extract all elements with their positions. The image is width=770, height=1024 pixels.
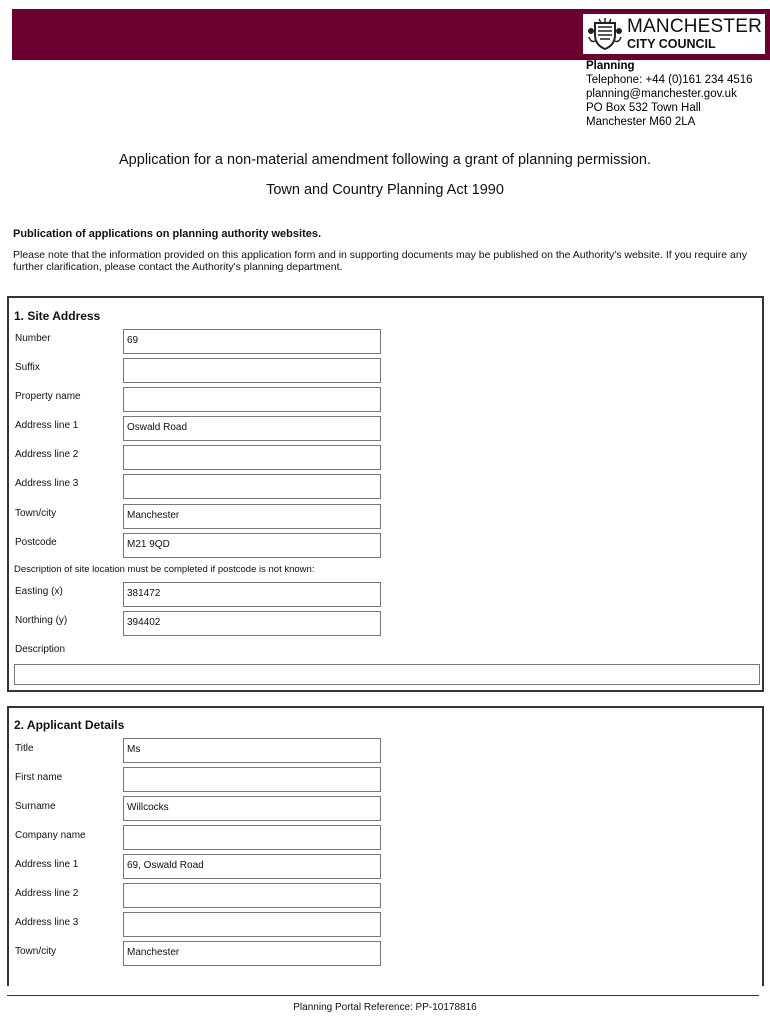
applicant-details-section <box>7 706 764 986</box>
address-line-2-field[interactable] <box>123 445 381 470</box>
suffix-field[interactable] <box>123 358 381 383</box>
applicant-town-city-field[interactable]: Manchester <box>123 941 381 966</box>
document-title: Application for a non-material amendment following a grant of planning permission. <box>119 152 651 168</box>
logo-subtitle: CITY COUNCIL <box>627 37 716 52</box>
field-label: Company name <box>15 830 86 841</box>
field-label: Address line 1 <box>15 859 79 870</box>
contact-city-postcode: Manchester M60 2LA <box>586 116 696 128</box>
contact-block <box>586 59 753 129</box>
document-subtitle: Town and Country Planning Act 1990 <box>266 182 504 198</box>
property-name-field[interactable] <box>123 387 381 412</box>
field-label: First name <box>15 772 63 783</box>
number-field[interactable]: 69 <box>123 329 381 354</box>
town-city-field[interactable]: Manchester <box>123 504 381 529</box>
logo-title: MANCHESTER <box>627 16 763 38</box>
applicant-address-line-3-field[interactable] <box>123 912 381 937</box>
contact-po-box: PO Box 532 Town Hall <box>586 102 701 114</box>
northing-field[interactable]: 394402 <box>123 611 381 636</box>
field-label: Surname <box>15 801 56 812</box>
location-note: Description of site location must be completed if postcode is not known: <box>14 564 315 575</box>
publication-heading: Publication of applications on planning authority websites. <box>13 228 322 240</box>
easting-field[interactable]: 381472 <box>123 582 381 607</box>
applicant-details-title: 2. Applicant Details <box>14 718 125 732</box>
first-name-field[interactable] <box>123 767 381 792</box>
address-line-3-field[interactable] <box>123 474 381 499</box>
field-label: Address line 3 <box>15 478 79 489</box>
field-label: Address line 3 <box>15 917 79 928</box>
field-label: Address line 2 <box>15 449 79 460</box>
northing-label: Northing (y) <box>15 615 68 626</box>
postcode-field[interactable]: M21 9QD <box>123 533 381 558</box>
surname-field[interactable]: Willcocks <box>123 796 381 821</box>
field-label: Property name <box>15 391 81 402</box>
portal-reference: Planning Portal Reference: PP-10178816 <box>293 1002 477 1013</box>
contact-telephone: Telephone: +44 (0)161 234 4516 <box>586 74 753 86</box>
field-label: Address line 2 <box>15 888 79 899</box>
field-label: Postcode <box>15 537 57 548</box>
title-field[interactable]: Ms <box>123 738 381 763</box>
publication-text: Please note that the information provided on this application form and in supporting documents may be published on the Authority's website. If you require any further clarification, please contact the Authority's planning department. <box>13 249 747 273</box>
contact-department: Planning <box>586 60 635 72</box>
address-line-1-field[interactable]: Oswald Road <box>123 416 381 441</box>
site-address-title: 1. Site Address <box>14 309 101 323</box>
coat-of-arms-icon <box>585 16 625 52</box>
easting-label: Easting (x) <box>15 586 63 597</box>
footer-divider <box>7 995 759 996</box>
description-label: Description <box>15 644 66 655</box>
site-address-section <box>7 296 764 692</box>
field-label: Town/city <box>15 946 57 957</box>
description-field[interactable] <box>14 664 760 685</box>
applicant-address-line-1-field[interactable]: 69, Oswald Road <box>123 854 381 879</box>
field-label: Title <box>15 743 34 754</box>
applicant-address-line-2-field[interactable] <box>123 883 381 908</box>
contact-email[interactable]: planning@manchester.gov.uk <box>586 88 737 100</box>
company-name-field[interactable] <box>123 825 381 850</box>
field-label: Address line 1 <box>15 420 79 431</box>
field-label: Town/city <box>15 508 57 519</box>
field-label: Number <box>15 333 51 344</box>
council-logo <box>583 14 765 54</box>
field-label: Suffix <box>15 362 40 373</box>
